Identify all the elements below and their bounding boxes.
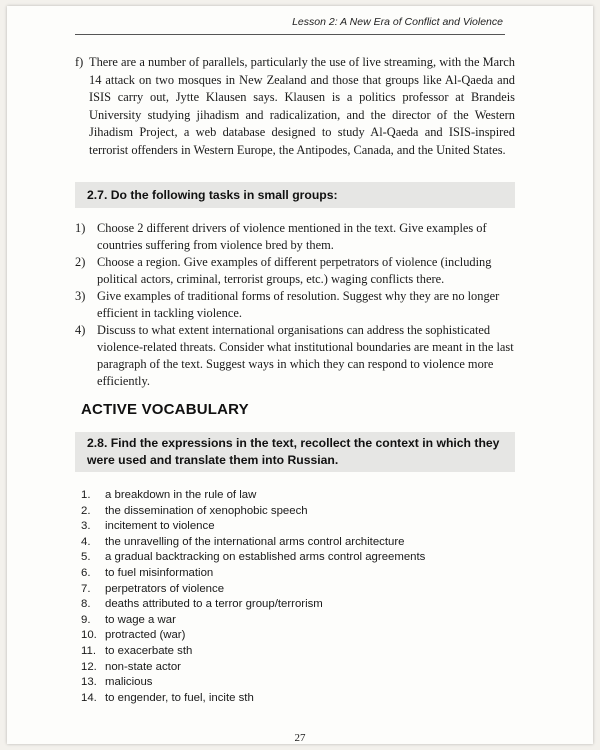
list-item bbox=[75, 220, 515, 254]
list-item-text: malicious bbox=[105, 676, 153, 689]
list-item-text: Choose 2 different drivers of violence mentioned in the text. Give examples of countries suffering from violence bred by them. bbox=[97, 221, 487, 252]
list-item-number: 1. bbox=[81, 489, 91, 501]
list-item-text: a gradual backtracking on established arms control agreements bbox=[105, 551, 426, 564]
item-marker: f) bbox=[75, 55, 84, 69]
section-title-active-vocabulary: ACTIVE VOCABULARY bbox=[81, 401, 249, 418]
list-item-text: perpetrators of violence bbox=[105, 582, 225, 595]
list-item-number: 8. bbox=[81, 598, 91, 611]
task-list-2-7 bbox=[75, 220, 515, 390]
task-heading-text: 2.7. Do the following tasks in small groups: bbox=[87, 188, 338, 202]
list-item bbox=[81, 644, 501, 660]
paragraph-item-f bbox=[75, 54, 515, 159]
list-item-number: 2. bbox=[81, 504, 91, 517]
list-item-text: deaths attributed to a terror group/terrorism bbox=[105, 598, 323, 611]
list-item-text: Discuss to what extent international organisations can address the sophisticated violence-related threats. Consider what institutional boundaries are meant in the last paragraph of the text. Suggest ways in which they can respond to violence more efficiently. bbox=[97, 323, 514, 388]
task-heading-2-7 bbox=[75, 182, 515, 208]
list-item bbox=[75, 288, 515, 322]
list-item-number: 13. bbox=[81, 676, 97, 689]
list-item bbox=[75, 322, 515, 390]
list-item-number: 9. bbox=[81, 613, 91, 626]
list-item-text: to exacerbate sth bbox=[105, 644, 193, 657]
list-item-text: protracted (war) bbox=[105, 629, 186, 642]
task-heading-2-8 bbox=[75, 432, 515, 472]
list-item-text: a breakdown in the rule of law bbox=[105, 489, 257, 501]
list-item bbox=[81, 488, 501, 504]
list-item-number: 3. bbox=[81, 520, 91, 533]
list-item-number: 6. bbox=[81, 566, 91, 579]
list-item bbox=[81, 597, 501, 613]
running-head: Lesson 2: A New Era of Conflict and Violence bbox=[292, 16, 503, 28]
list-item bbox=[81, 628, 501, 644]
list-item bbox=[81, 535, 501, 551]
list-item-text: the dissemination of xenophobic speech bbox=[105, 504, 308, 517]
list-item-number: 10. bbox=[81, 629, 97, 642]
list-item-number: 5. bbox=[81, 551, 91, 564]
list-item-number: 4) bbox=[75, 323, 86, 337]
list-item-number: 1) bbox=[75, 221, 86, 235]
item-f-text: There are a number of parallels, particularly the use of live streaming, with the March 14 attack on two mosques in New Zealand and those that groups like Al-Qaeda and ISIS carry out, Jytte Klausen says. Klausen is a politics professor at Brandeis University studying jihadism and radicalization, and the director of the Western Jihadism Project, a web database designed to study Al-Qaeda and ISIS-inspired terrorist offenders in Western Europe, the Antipodes, Canada, and the United States. bbox=[89, 55, 515, 157]
list-item bbox=[81, 582, 501, 598]
list-item-text: incitement to violence bbox=[105, 520, 215, 533]
list-item bbox=[81, 660, 501, 676]
list-item-text: Choose a region. Give examples of different perpetrators of violence (including political actors, criminal, terrorist groups, etc.) waging conflicts there. bbox=[97, 255, 492, 286]
list-item bbox=[81, 519, 501, 535]
list-item bbox=[81, 675, 501, 691]
list-item bbox=[81, 504, 501, 520]
list-item-number: 3) bbox=[75, 289, 86, 303]
list-item-text: to wage a war bbox=[105, 613, 176, 626]
list-item-number: 14. bbox=[81, 691, 97, 704]
list-item bbox=[81, 613, 501, 629]
list-item-text: Give examples of traditional forms of resolution. Suggest why they are no longer efficient in tackling violence. bbox=[97, 289, 500, 320]
header-rule bbox=[75, 34, 505, 35]
task-heading-text: 2.8. Find the expressions in the text, recollect the context in which they were used and translate them into Russian. bbox=[87, 436, 500, 467]
list-item bbox=[81, 691, 501, 707]
list-item bbox=[81, 566, 501, 582]
list-item-number: 11. bbox=[81, 644, 96, 657]
page-number: 27 bbox=[294, 732, 306, 744]
list-item bbox=[81, 550, 501, 566]
vocabulary-list bbox=[81, 488, 501, 706]
list-item bbox=[75, 254, 515, 288]
list-item-number: 12. bbox=[81, 660, 97, 673]
list-item-number: 2) bbox=[75, 255, 86, 269]
list-item-number: 4. bbox=[81, 535, 91, 548]
list-item-text: to engender, to fuel, incite sth bbox=[105, 691, 254, 704]
list-item-number: 7. bbox=[81, 582, 91, 595]
list-item-text: the unravelling of the international arms control architecture bbox=[105, 535, 405, 548]
list-item-text: non-state actor bbox=[105, 660, 181, 673]
book-page bbox=[7, 6, 593, 744]
list-item-text: to fuel misinformation bbox=[105, 566, 214, 579]
